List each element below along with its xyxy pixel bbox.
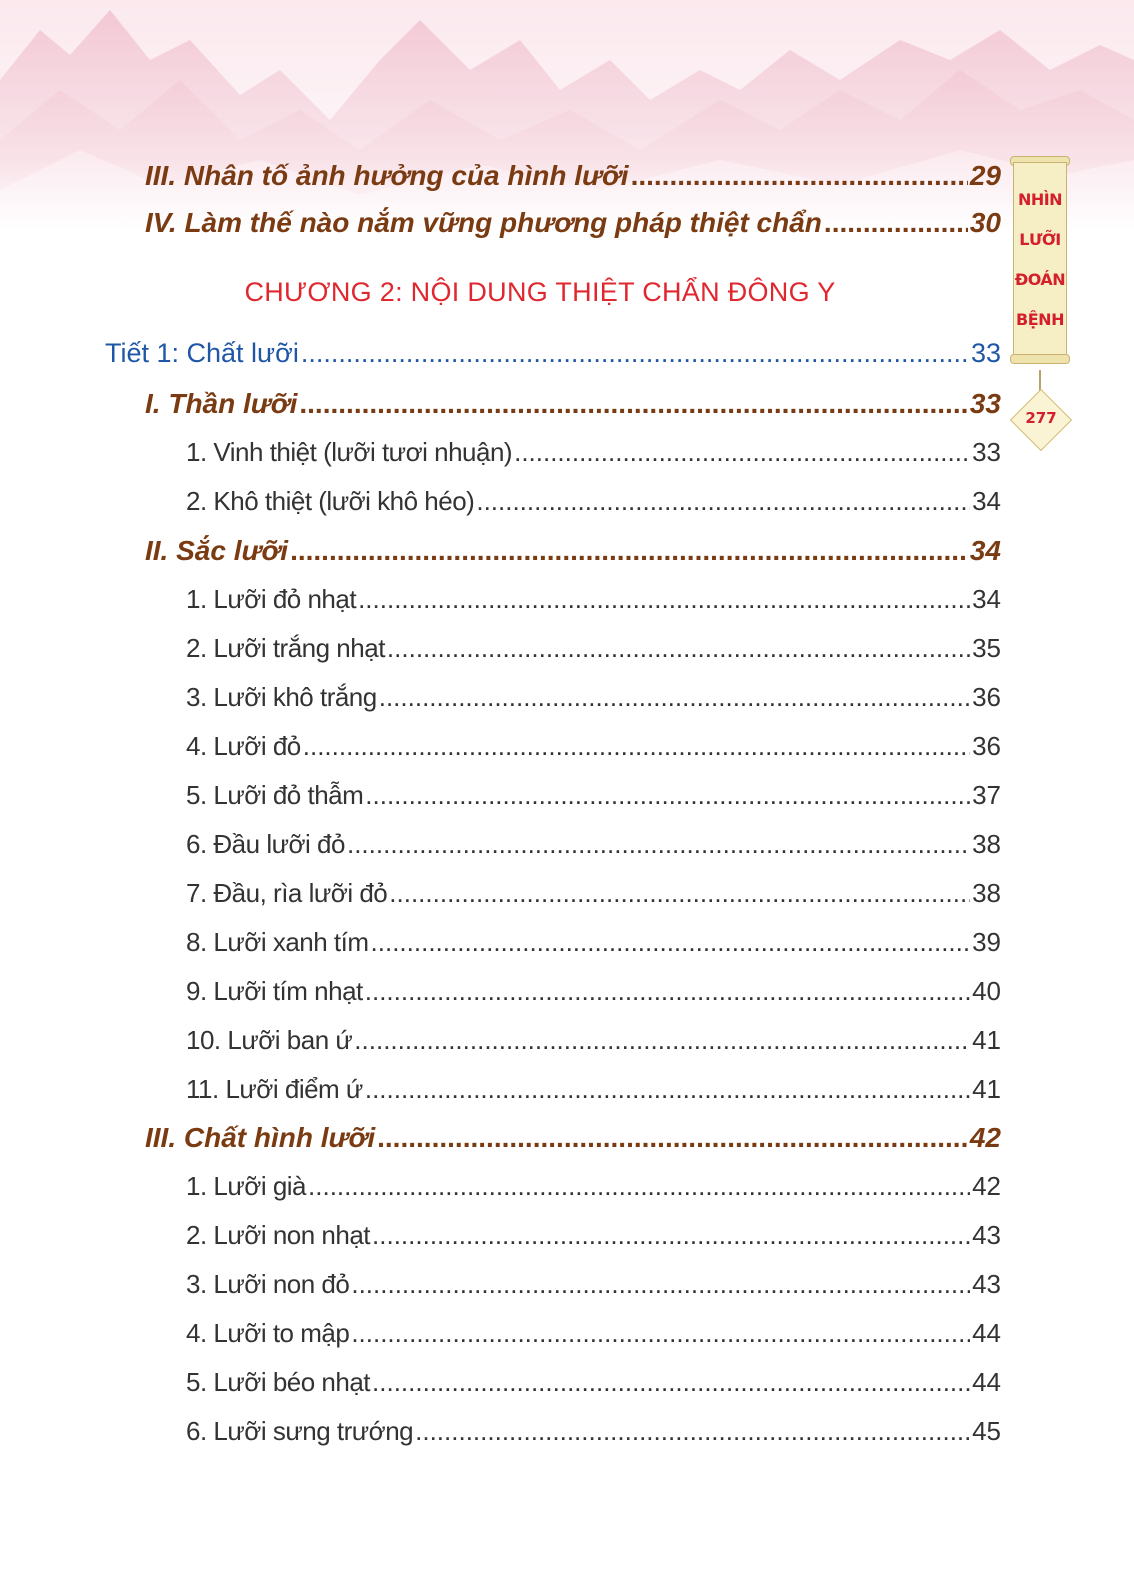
dot-leader	[514, 437, 970, 468]
toc-page-number: 44	[972, 1367, 1001, 1397]
dot-leader	[824, 207, 968, 239]
toc-item-row[interactable]	[186, 1025, 1001, 1056]
toc-section-label: II. Sắc lưỡi	[145, 535, 289, 566]
toc-item-label: 2. Lưỡi trắng nhạt	[186, 633, 385, 663]
toc-section-label: IV. Làm thế nào nắm vững phương pháp thiệt chẩn	[145, 207, 822, 238]
toc-item-row[interactable]	[186, 1269, 1001, 1300]
toc-page-number: 44	[972, 1318, 1001, 1348]
dot-leader	[389, 878, 970, 909]
toc-page-number: 34	[969, 535, 1001, 566]
dot-leader	[290, 535, 968, 567]
toc-section-row[interactable]	[145, 388, 1001, 420]
dot-leader	[365, 1074, 970, 1105]
toc-item-label: 3. Lưỡi khô trắng	[186, 682, 377, 712]
toc-item-row[interactable]	[186, 1416, 1001, 1447]
toc-item-row[interactable]	[186, 1171, 1001, 1202]
dot-leader	[303, 731, 970, 762]
toc-page-number: 33	[969, 388, 1001, 419]
dot-leader	[476, 486, 970, 517]
toc-item-row[interactable]	[186, 437, 1001, 468]
toc-item-label: 2. Khô thiệt (lưỡi khô héo)	[186, 486, 475, 516]
toc-item-row[interactable]	[186, 682, 1001, 713]
toc-item-row[interactable]	[186, 1318, 1001, 1349]
side-tab-line: BỆNH	[1016, 310, 1064, 329]
dot-leader	[377, 1122, 968, 1154]
dot-leader	[415, 1416, 970, 1447]
toc-page-number: 43	[972, 1220, 1001, 1250]
toc-page-number: 38	[972, 829, 1001, 859]
toc-item-row[interactable]	[186, 976, 1001, 1007]
toc-item-label: 6. Lưỡi sưng trướng	[186, 1416, 414, 1446]
toc-item-label: 1. Vinh thiệt (lưỡi tươi nhuận)	[186, 437, 513, 467]
scroll-rod-bottom	[1010, 354, 1070, 364]
toc-page-number: 30	[969, 207, 1001, 238]
toc-section-label: I. Thần lưỡi	[145, 388, 298, 419]
toc-page-number: 29	[969, 160, 1001, 191]
toc-item-label: 10. Lưỡi ban ứ	[186, 1025, 353, 1055]
dot-leader	[365, 976, 970, 1007]
toc-page-number: 41	[972, 1025, 1001, 1055]
dot-leader	[351, 1318, 970, 1349]
toc-item-label: 1. Lưỡi đỏ nhạt	[186, 584, 357, 614]
toc-section-row[interactable]	[145, 207, 1001, 239]
side-tab-line: ĐOÁN	[1014, 270, 1066, 289]
dot-leader	[372, 1220, 970, 1251]
dot-leader	[371, 927, 971, 958]
dot-leader	[351, 1269, 970, 1300]
dot-leader	[354, 1025, 970, 1056]
toc-item-label: 5. Lưỡi béo nhạt	[186, 1367, 371, 1397]
toc-section-row[interactable]	[145, 535, 1001, 567]
toc-item-row[interactable]	[186, 780, 1001, 811]
dot-leader	[301, 338, 969, 369]
toc-section-label: III. Chất hình lưỡi	[145, 1122, 376, 1153]
toc-page-number: 34	[972, 486, 1001, 516]
dot-leader	[358, 584, 970, 615]
toc-item-label: 8. Lưỡi xanh tím	[186, 927, 369, 957]
dot-leader	[379, 682, 970, 713]
toc-item-label: 4. Lưỡi đỏ	[186, 731, 301, 761]
side-tab-line: NHÌN	[1017, 190, 1063, 209]
toc-page-number: 45	[972, 1416, 1001, 1446]
toc-page-number: 42	[972, 1171, 1001, 1201]
dot-leader	[372, 1367, 970, 1398]
toc-page-number: 41	[972, 1074, 1001, 1104]
toc-page-number: 39	[972, 927, 1001, 957]
dot-leader	[387, 633, 970, 664]
toc-page-number: 33	[972, 437, 1001, 467]
toc-item-row[interactable]	[186, 829, 1001, 860]
toc-item-label: 5. Lưỡi đỏ thẫm	[186, 780, 364, 810]
toc-page-number: 42	[969, 1122, 1001, 1153]
toc-section-label: III. Nhân tố ảnh hưởng của hình lưỡi	[145, 160, 629, 191]
dot-leader	[365, 780, 970, 811]
toc-page-number: 34	[972, 584, 1001, 614]
toc-page-number: 36	[972, 682, 1001, 712]
toc-page-number: 33	[970, 338, 1001, 368]
toc-page-number: 35	[972, 633, 1001, 663]
toc-page-number: 36	[972, 731, 1001, 761]
toc-item-row[interactable]	[186, 1220, 1001, 1251]
toc-page-number: 37	[972, 780, 1001, 810]
toc-item-row[interactable]	[186, 927, 1001, 958]
toc-section-row[interactable]	[145, 160, 1001, 192]
toc-page-number: 40	[972, 976, 1001, 1006]
toc-item-label: 3. Lưỡi non đỏ	[186, 1269, 350, 1299]
page-number: 277	[1025, 409, 1057, 427]
toc-page-number: 43	[972, 1269, 1001, 1299]
toc-item-label: 6. Đầu lưỡi đỏ	[186, 829, 345, 859]
toc-item-row[interactable]	[186, 486, 1001, 517]
toc-item-row[interactable]	[186, 633, 1001, 664]
chapter-title: CHƯƠNG 2: NỘI DUNG THIỆT CHẨN ĐÔNG Y	[244, 277, 836, 307]
dot-leader	[299, 388, 967, 420]
toc-item-label: 9. Lưỡi tím nhạt	[186, 976, 363, 1006]
dot-leader	[347, 829, 970, 860]
toc-item-row[interactable]	[186, 878, 1001, 909]
toc-tiet-label: Tiết 1: Chất lưỡi	[105, 338, 299, 368]
toc-item-row[interactable]	[186, 731, 1001, 762]
mountain-banner	[0, 0, 1134, 230]
toc-section-row[interactable]	[145, 1122, 1001, 1154]
toc-item-label: 7. Đầu, rìa lưỡi đỏ	[186, 878, 388, 908]
dot-leader	[631, 160, 968, 192]
dot-leader	[308, 1171, 970, 1202]
toc-item-label: 11. Lưỡi điểm ứ	[186, 1074, 363, 1104]
scroll-body	[1013, 162, 1067, 358]
toc-item-label: 1. Lưỡi già	[186, 1171, 307, 1201]
toc-tiet-row[interactable]	[105, 338, 1001, 369]
toc-page-number: 38	[972, 878, 1001, 908]
side-tab-line: LƯỠI	[1019, 230, 1061, 249]
toc-item-row[interactable]	[186, 1074, 1001, 1105]
toc-item-label: 4. Lưỡi to mập	[186, 1318, 350, 1348]
side-scroll-tab	[1010, 150, 1070, 490]
toc-item-row[interactable]	[186, 1367, 1001, 1398]
toc-item-label: 2. Lưỡi non nhạt	[186, 1220, 371, 1250]
toc-item-row[interactable]	[186, 584, 1001, 615]
